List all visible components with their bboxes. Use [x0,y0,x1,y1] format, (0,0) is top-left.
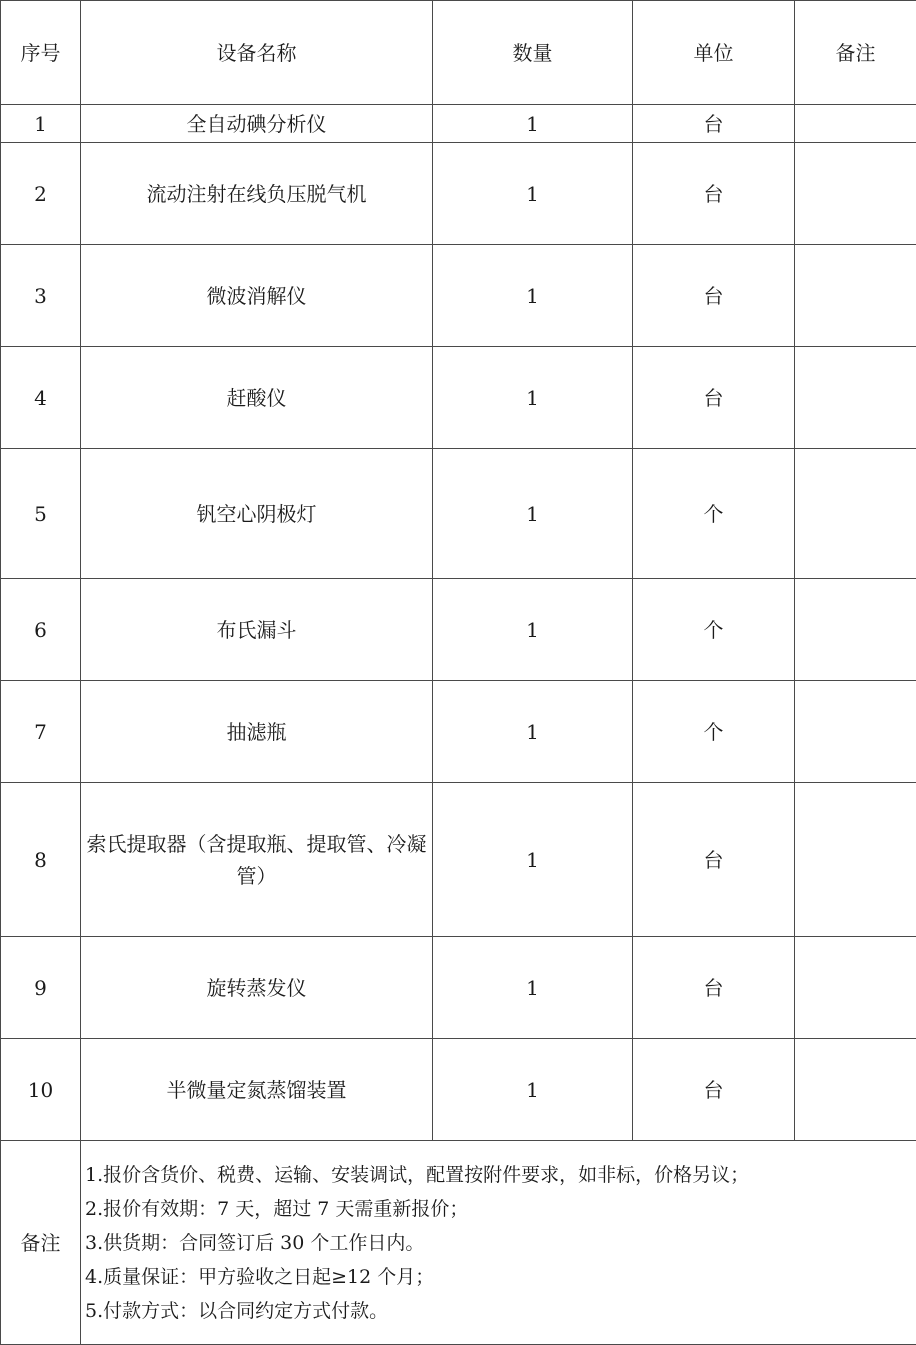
row-qty: 1 [433,143,633,245]
row-qty: 1 [433,579,633,681]
row-no: 9 [1,937,81,1039]
row-qty: 1 [433,1039,633,1141]
row-remark [795,143,916,245]
header-name: 设备名称 [81,1,433,105]
row-unit: 台 [633,347,795,449]
row-unit: 台 [633,105,795,143]
header-qty: 数量 [433,1,633,105]
row-name: 索氏提取器（含提取瓶、提取管、冷凝管） [81,783,433,937]
notes-content [81,1141,916,1345]
row-qty: 1 [433,681,633,783]
table-row [1,347,916,449]
row-name: 全自动碘分析仪 [81,105,433,143]
row-unit: 台 [633,1039,795,1141]
row-no: 8 [1,783,81,937]
row-remark [795,783,916,937]
row-no: 7 [1,681,81,783]
row-remark [795,579,916,681]
row-qty: 1 [433,937,633,1039]
row-unit: 个 [633,681,795,783]
header-unit: 单位 [633,1,795,105]
row-name: 旋转蒸发仪 [81,937,433,1039]
row-unit: 台 [633,143,795,245]
header-remark: 备注 [795,1,916,105]
row-qty: 1 [433,105,633,143]
row-remark [795,681,916,783]
note-line: 5.付款方式：以合同约定方式付款。 [85,1294,916,1328]
row-unit: 台 [633,783,795,937]
row-unit: 台 [633,245,795,347]
row-name: 布氏漏斗 [81,579,433,681]
row-no: 10 [1,1039,81,1141]
row-name: 微波消解仪 [81,245,433,347]
notes-label: 备注 [1,1141,81,1345]
row-no: 3 [1,245,81,347]
row-name: 钒空心阴极灯 [81,449,433,579]
row-no: 1 [1,105,81,143]
row-name: 半微量定氮蒸馏装置 [81,1039,433,1141]
note-line: 4.质量保证：甲方验收之日起≥12 个月； [85,1260,916,1294]
row-qty: 1 [433,783,633,937]
row-unit: 个 [633,449,795,579]
row-remark [795,937,916,1039]
row-remark [795,105,916,143]
row-no: 2 [1,143,81,245]
row-name: 赶酸仪 [81,347,433,449]
table-row [1,245,916,347]
table-row [1,1039,916,1141]
row-qty: 1 [433,245,633,347]
table-row [1,783,916,937]
table-row [1,143,916,245]
note-line: 2.报价有效期：7 天，超过 7 天需重新报价； [85,1192,916,1226]
table-row [1,579,916,681]
row-no: 4 [1,347,81,449]
notes-row [1,1141,916,1345]
note-line: 1.报价含货价、税费、运输、安装调试，配置按附件要求，如非标，价格另议； [85,1158,916,1192]
note-line: 3.供货期：合同签订后 30 个工作日内。 [85,1226,916,1260]
row-name: 抽滤瓶 [81,681,433,783]
table-row [1,937,916,1039]
row-remark [795,1039,916,1141]
table-row [1,449,916,579]
row-no: 6 [1,579,81,681]
table-row [1,105,916,143]
table-row [1,681,916,783]
row-unit: 台 [633,937,795,1039]
header-row [1,1,916,105]
row-remark [795,245,916,347]
row-name: 流动注射在线负压脱气机 [81,143,433,245]
row-remark [795,449,916,579]
row-no: 5 [1,449,81,579]
row-unit: 个 [633,579,795,681]
row-qty: 1 [433,449,633,579]
row-remark [795,347,916,449]
row-qty: 1 [433,347,633,449]
header-no: 序号 [1,1,81,105]
